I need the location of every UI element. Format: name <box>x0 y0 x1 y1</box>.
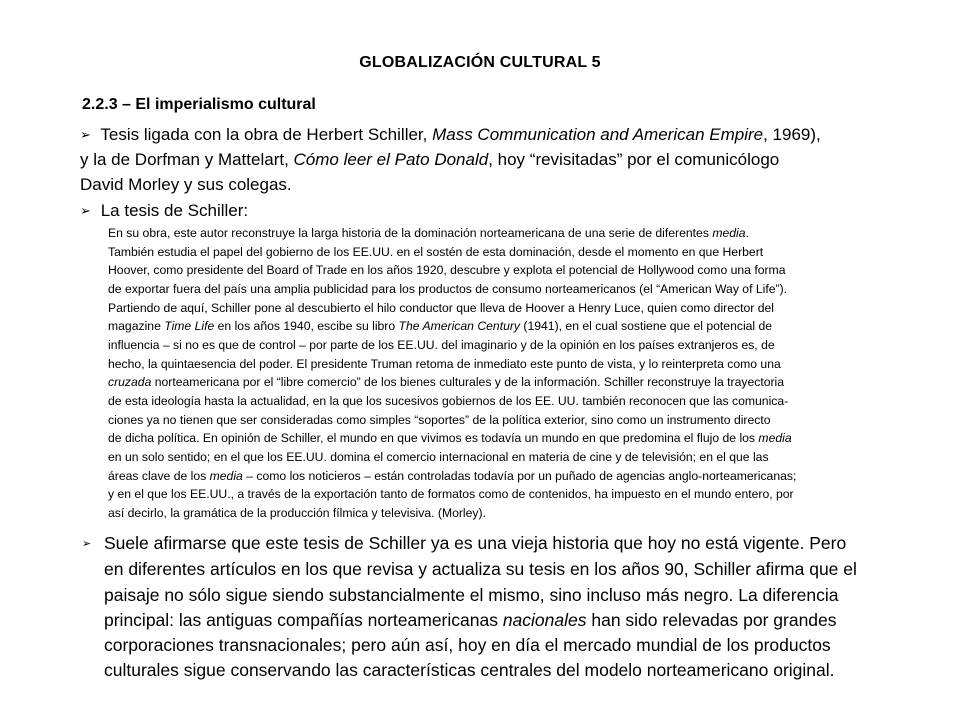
schiller-quote-block <box>108 224 938 523</box>
book-title: Cómo leer el Pato Donald <box>293 150 489 169</box>
text-line: de exportar fuera del país una amplia publicidad para los productos de consumo norteamericanos (el “American Way of Life”). <box>108 281 788 296</box>
section-heading: 2.2.3 – El imperialismo cultural <box>82 96 316 113</box>
text-line: paisaje no sólo sigue siendo substancialmente el mismo, sino incluso más negro. La diferencia <box>104 584 839 605</box>
text-line: ciones ya no tienen que ser consideradas como simples “soportes” de la política exterior, sino como un instrumento directo <box>108 412 771 427</box>
arrow-bullet-icon: ➢ <box>80 127 91 142</box>
text-line: También estudia el papel del gobierno de los EE.UU. en el sostén de esta dominación, desde el momento en que Herbert <box>108 244 764 259</box>
text-line: influencia – si no es que de control – por parte de los EE.UU. del imaginario y de la opinión en los países extranjeros es, de <box>108 337 775 352</box>
text-line: áreas clave de los media – como los noticieros – están controladas todavía por un puñado de agencias anglo-norteamericanas; <box>108 468 797 483</box>
book-title: Mass Communication and American Empire <box>432 125 764 144</box>
text-line: cruzada norteamericana por el “libre comercio” de los bienes culturales y de la información. Schiller reconstruye la trayectoria <box>108 375 785 390</box>
text-line: y en el que los EE.UU., a través de la exportación tanto de formatos como de contenidos, ha impuesto en el mundo entero, por <box>108 487 794 502</box>
text-line: así decirlo, la gramática de la producción fílmica y televisiva. (Morley). <box>108 505 486 520</box>
text-line: en diferentes artículos en los que revisa y actualiza su tesis en los años 90, Schiller afirma que el <box>104 559 857 580</box>
text-line: de dicha política. En opinión de Schiller, el mundo en que vivimos es todavía un mundo en que predomina el flujo de los media <box>108 431 792 446</box>
bullet-paragraph-2: ➢ La tesis de Schiller: <box>80 198 930 223</box>
slide-title: GLOBALIZACIÓN CULTURAL 5 <box>359 54 601 71</box>
text-line: magazine Time Life en los años 1940, escibe su libro The American Century (1941), en el cual sostiene que el potencial de <box>108 319 773 334</box>
bullet-paragraph-1: ➢ Tesis ligada con la obra de Herbert Schiller, Mass Communication and American Empire, 1969), y la de Dorfman y Mattelart, Cómo leer el Pato Donald, hoy “revisitadas” por el comunicólogo David Morley y sus colegas. <box>80 122 930 197</box>
arrow-bullet-icon: ➢ <box>82 538 92 550</box>
text-line: En su obra, este autor reconstruye la larga historia de la dominación norteamericana de una serie de diferentes media. <box>108 226 749 240</box>
text-line: de esta ideología hasta la actualidad, en la que los sucesivos gobiernos de los EE. UU. también reconocen que las comunica- <box>108 393 789 408</box>
text-line: principal: las antiguas compañías norteamericanas nacionales han sido relevadas por grandes <box>104 609 837 630</box>
text-line: culturales sigue conservando las características centrales del modelo norteamericano original. <box>104 660 835 681</box>
text-line: hecho, la quintaesencia del poder. El presidente Truman retoma de inmediato este punto de vista, y lo reinterpreta como una <box>108 356 781 371</box>
text-line: Hoover, como presidente del Board of Trade en los años 1920, descubre y explota el potencial de Hollywood como una forma <box>108 263 786 278</box>
arrow-bullet-icon: ➢ <box>80 203 91 218</box>
text-line: Partiendo de aquí, Schiller pone al descubierto el hilo conductor que lleva de Hoover a Henry Luce, quien como director del <box>108 300 774 315</box>
text-line: corporaciones transnacionales; pero aún así, hoy en día el mercado mundial de los productos <box>104 635 831 656</box>
text-line: en un solo sentido; en el que los EE.UU. domina el comercio internacional en materia de cine y de televisión; en el que las <box>108 449 769 464</box>
text-line: ➢ Suele afirmarse que este tesis de Schiller ya es una vieja historia que hoy no está vigente. Pero <box>82 531 942 557</box>
bullet-paragraph-3 <box>82 531 942 684</box>
